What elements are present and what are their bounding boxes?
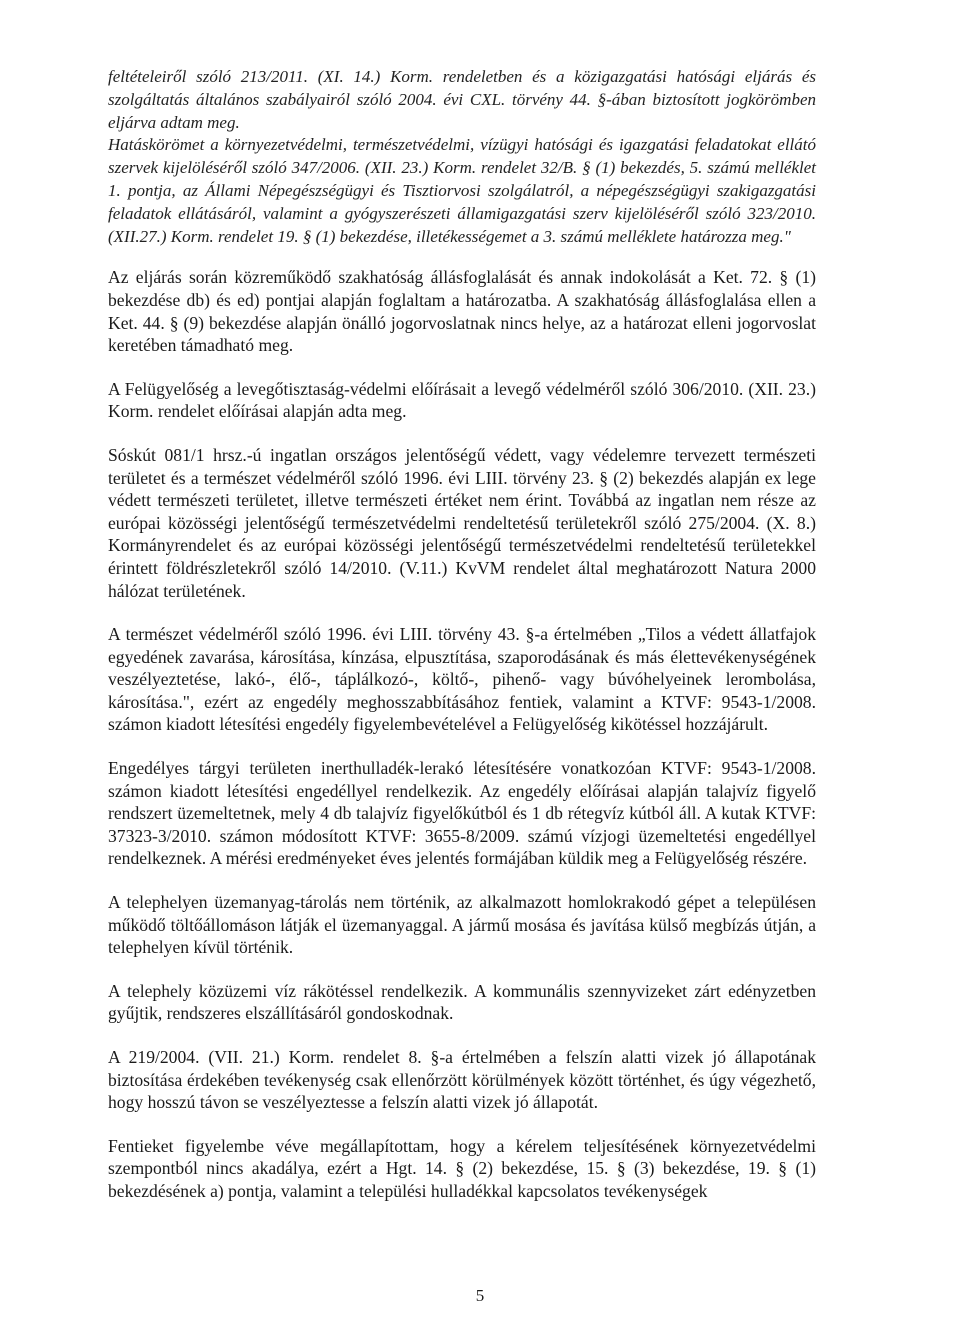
paragraph-nature-protection: A természet védelméről szóló 1996. évi LIII. törvény 43. §-a értelmében „Tilos a védett állatfajok egyedének zavarása, károsítása, kínzása, elpusztítása, szaporodásának és más élettevékenységének veszélyeztetése, lakó-, élő-, táplálkozó-, költő-, pihenő- vagy búvóhelyeinek lerombolása, károsítása.", ezért az engedély meghosszabbításához fentiek, valamint a KTVF: 9543-1/2008. számon kiadott létesítési engedély figyelembevételével a Felügyelőség kikötéssel hozzájárult. <box>108 624 816 735</box>
paragraph-groundwater: A 219/2004. (VII. 21.) Korm. rendelet 8. §-a értelmében a felszín alatti vizek jó állapotának biztosítása érdekében tevékenység csak ellenőrzött körülmények között történhet, és úgy végezhető, hogy hosszú távon se veszélyeztesse a felszín alatti vizek jó állapotát. <box>108 1047 816 1113</box>
paragraph-fuel-storage: A telephelyen üzemanyag-tárolás nem történik, az alkalmazott homlokrakodó gépet a településen működő töltőállomáson látják el üzemanyaggal. A jármű mosása és javítása külső megbízás útján, a telephelyen kívül történik. <box>108 892 816 958</box>
document-page <box>108 66 816 1224</box>
paragraph-landfill-permit: Engedélyes tárgyi területen inerthulladék-lerakó létesítésére vonatkozóan KTVF: 9543-1/2008. számon kiadott létesítési engedéllyel rendelkezik. Az engedély előírásai alapján talajvíz figyelő rendszert üzemeltetnek, mely 4 db talajvíz figyelőkútból és 1 db rétegvíz kútból áll. A kutak KTVF: 37323-3/2010. számon módosított KTVF: 3655-8/2009. számú vízjogi üzemeltetési engedéllyel rendelkeznek. A mérési eredményeket éves jelentés formájában küldik meg a Felügyelőség részére. <box>108 758 816 869</box>
quote-paragraph-2: Hatáskörömet a környezetvédelmi, természetvédelmi, vízügyi hatósági és igazgatási feladatokat ellátó szervek kijelöléséről szóló 347/2006. (XII. 23.) Korm. rendelet 32/B. § (1) bekezdés, 5. számú melléklet 1. pontja, az Állami Népegészségügyi és Tisztiorvosi szolgálatról, a népegészségügyi szakigazgatási feladatok ellátásáról, valamint a gyógyszerészeti államigazgatási szerv kijelöléséről szóló 323/2010. (XII.27.) Korm. rendelet 19. § (1) bekezdése, illetékességemet a 3. számú melléklete határozza meg." <box>108 135 816 246</box>
page-number: 5 <box>475 1286 485 1305</box>
paragraph-protected-area: Sóskút 081/1 hrsz.-ú ingatlan országos jelentőségű védett, vagy védelemre tervezett természeti területet és a természet védelméről szóló 1996. évi LIII. törvény 23. § (2) bekezdés alapján ex lege védett természeti területet, illetve természeti értéket nem érint. Továbbá az ingatlan nem része az európai közösségi jelentőségű természetvédelmi rendeltetésű területekről szóló 275/2004. (X. 8.) Kormányrendelet és az európai közösségi jelentőségű természetvédelmi rendeltetésű területekkel érintett földrészletekről szóló 14/2010. (V.11.) KvVM rendelet által meghatározott Natura 2000 hálózat területének. <box>108 444 816 601</box>
paragraph-authority-opinion: Az eljárás során közreműködő szakhatóság állásfoglalását és annak indokolását a Ket. 72. § (1) bekezdése db) és ed) pontjai alapján foglaltam a határozatba. A szakhatóság állásfoglalása ellen a Ket. 44. § (9) bekezdése alapján önálló jogorvoslatnak nincs helye, az a határozat elleni jogorvoslat keretében támadható meg. <box>108 267 816 356</box>
quote-paragraph-1: feltételeiről szóló 213/2011. (XI. 14.) Korm. rendeletben és a közigazgatási hatósági eljárás és szolgáltatás általános szabályairól szóló 2004. évi CXL. törvény 44. §-ában biztosított jogkörömben eljárva adtam meg. <box>108 67 816 132</box>
paragraph-conclusion: Fentieket figyelembe véve megállapítottam, hogy a kérelem teljesítésének környezetvédelmi szempontból nincs akadálya, ezért a Hgt. 14. § (2) bekezdése, 15. § (3) bekezdése, 19. § (1) bekezdésének a) pontja, valamint a települési hulladékkal kapcsolatos tevékenységek <box>108 1135 816 1201</box>
paragraph-water-supply: A telephely közüzemi víz rákötéssel rendelkezik. A kommunális szennyvizeket zárt edényzetben gyűjtik, rendszeres elszállításáról gondoskodnak. <box>108 980 816 1024</box>
paragraph-air-quality: A Felügyelőség a levegőtisztaság-védelmi előírásait a levegő védelméről szóló 306/2010. (XII. 23.) Korm. rendelet előírásai alapján adta meg. <box>108 378 816 422</box>
quoted-legal-text <box>108 66 816 248</box>
